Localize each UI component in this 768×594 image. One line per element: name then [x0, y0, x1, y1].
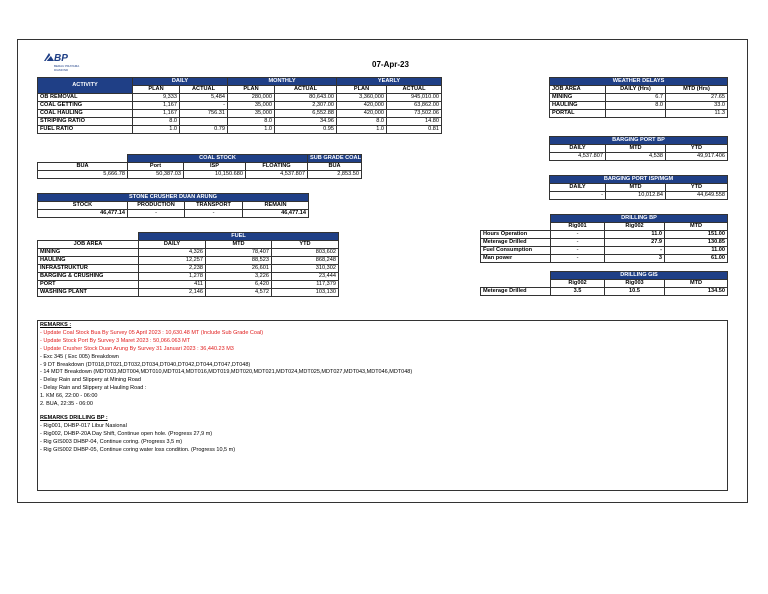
col-header: ISP	[184, 163, 246, 171]
col-header: STOCK	[38, 202, 128, 210]
remark-line: - Update Crusher Stock Duan Arung By Survey 31 Januari 2023 : 36,440.23 M3	[40, 345, 234, 352]
stone-crusher-header: STONE CRUSHER DUAN ARUNG	[38, 194, 309, 202]
col-header: DAILY (Hrs)	[606, 86, 666, 94]
remarks-box	[37, 320, 728, 491]
table-row	[38, 126, 442, 134]
cell: 151.00	[665, 231, 728, 239]
remark-line: - 14 MDT Breakdown (MDT003,MDT004,MDT010,MDT014,MDT016,MDT019,MDT020,MDT021,MDT024,MDT025,MDT027,MDT043,MDT046,MDT048)	[40, 369, 413, 376]
fuel-header: FUEL	[139, 233, 339, 241]
cell: 9,333	[133, 94, 180, 102]
cell: 3	[605, 255, 665, 263]
cell: 63,862.00	[387, 102, 442, 110]
barging-isp-header: BARGING PORT ISP/MGM	[550, 176, 728, 184]
logo-text: BP	[54, 53, 68, 64]
col-header: BUA	[38, 163, 128, 171]
cell: -	[605, 247, 665, 255]
cell: 945,010.00	[387, 94, 442, 102]
col-header: JOB AREA	[38, 241, 139, 249]
cell: 26,601	[206, 265, 272, 273]
activity-header: ACTIVITY	[38, 78, 133, 94]
cell: 8.0	[337, 118, 387, 126]
col-header: PRODUCTION	[128, 202, 185, 210]
table-row	[38, 249, 339, 257]
col-header: MTD	[665, 223, 728, 231]
cell: 0.81	[387, 126, 442, 134]
col-header: REMAIN	[243, 202, 309, 210]
cell: 420,000	[337, 110, 387, 118]
remarks-update-lines	[40, 330, 725, 354]
cell: 4,537.807	[550, 153, 606, 161]
cell: 280,000	[228, 94, 275, 102]
row-label: BARGING & CRUSHING	[38, 273, 139, 281]
row-label: MINING	[550, 94, 606, 102]
cell: 10.5	[605, 288, 665, 296]
cell: 73,502.06	[387, 110, 442, 118]
cell: 310,302	[272, 265, 339, 273]
cell: 1.0	[228, 126, 275, 134]
sub-header: PLAN	[133, 86, 180, 94]
cell: 27.9	[605, 239, 665, 247]
cell: 1.0	[133, 126, 180, 134]
group-header: YEARLY	[337, 78, 442, 86]
cell: 2,146	[139, 289, 206, 297]
col-header: MTD	[665, 280, 728, 288]
cell: 2,853.50	[308, 171, 362, 179]
col-header: Port	[128, 163, 184, 171]
cell: 23,444	[272, 273, 339, 281]
remark-line: - Exc 345 ( Exc 005) Breakdown	[40, 353, 119, 360]
cell: 8.0	[228, 118, 275, 126]
cell: 61.00	[665, 255, 728, 263]
row-label: INFRASTRUKTUR	[38, 265, 139, 273]
cell: -	[551, 231, 605, 239]
group-header: MONTHLY	[228, 78, 337, 86]
coal-stock-table	[37, 154, 362, 179]
cell: 46,477.14	[38, 210, 128, 218]
drilling-bp-header: DRILLING BP	[551, 215, 728, 223]
col-header: BUA	[308, 163, 362, 171]
table-row	[38, 289, 339, 297]
row-label: Meterage Drilled	[481, 288, 551, 296]
weather-delays-table	[549, 77, 728, 118]
table-row	[38, 118, 442, 126]
cell: 11.3	[666, 110, 728, 118]
cell: 78,407	[206, 249, 272, 257]
cell: 11.0	[605, 231, 665, 239]
table-row	[550, 102, 728, 110]
table-row	[550, 110, 728, 118]
table-row	[38, 265, 339, 273]
cell: 803,602	[272, 249, 339, 257]
barging-bp-table	[549, 136, 728, 161]
row-label: Fuel Consumption	[481, 247, 551, 255]
cell: 4,538	[606, 153, 666, 161]
remarks-lines	[40, 354, 725, 409]
col-header: JOB AREA	[550, 86, 606, 94]
cell: 6,420	[206, 281, 272, 289]
row-label: Hours Operation	[481, 231, 551, 239]
col-header: DAILY	[550, 184, 606, 192]
col-header: MTD	[206, 241, 272, 249]
row-label: OB REMOVAL	[38, 94, 133, 102]
weather-header: WEATHER DELAYS	[550, 78, 728, 86]
remark-line: 1. KM 66, 22:00 - 06:00	[40, 393, 98, 400]
sub-header: ACTUAL	[275, 86, 337, 94]
cell: 3,226	[206, 273, 272, 281]
col-header: MTD	[606, 145, 666, 153]
cell: 3,360,000	[337, 94, 387, 102]
row-label: HAULING	[550, 102, 606, 110]
cell: 44,649.558	[666, 192, 728, 200]
col-header: YTD	[272, 241, 339, 249]
col-header: MTD (Hrs)	[666, 86, 728, 94]
table-row	[38, 94, 442, 102]
remark-line: - Rig GIS003 DHBP-04, Continue coring. (Progress 3,5 m)	[40, 438, 183, 445]
cell: 4,326	[139, 249, 206, 257]
table-row	[481, 255, 728, 263]
cell: 1,278	[139, 273, 206, 281]
row-label: PORTAL	[550, 110, 606, 118]
table-row	[38, 110, 442, 118]
row-label: Man power	[481, 255, 551, 263]
remark-line: - Rig GIS002 DHBP-05, Continue coring water loss condition. (Progress 10,5 m)	[40, 446, 236, 453]
remarks-drilling-title: REMARKS DRILLING BP :	[40, 414, 108, 421]
cell: 80,643.00	[275, 94, 337, 102]
row-label: STRIPING RATIO	[38, 118, 133, 126]
cell: 420,000	[337, 102, 387, 110]
table-row	[38, 257, 339, 265]
cell: 134.50	[665, 288, 728, 296]
cell: 756.31	[180, 110, 228, 118]
cell: -	[551, 247, 605, 255]
row-label: Meterage Drilled	[481, 239, 551, 247]
sub-grade-header: SUB GRADE COAL	[308, 155, 362, 163]
cell: 4,572	[206, 289, 272, 297]
barging-bp-header: BARGING PORT BP	[550, 137, 728, 145]
report-sheet	[17, 39, 748, 503]
cell: -	[550, 192, 606, 200]
cell: 46,477.14	[243, 210, 309, 218]
col-header: Rig002	[551, 280, 605, 288]
fuel-table	[37, 232, 339, 297]
cell: 130.85	[665, 239, 728, 247]
cell: -	[551, 239, 605, 247]
col-header: YTD	[666, 184, 728, 192]
cell: -	[551, 255, 605, 263]
coal-stock-header: COAL STOCK	[128, 155, 308, 163]
production-table	[37, 77, 442, 134]
cell: 868,248	[272, 257, 339, 265]
row-label: WASHING PLANT	[38, 289, 139, 297]
cell	[180, 118, 228, 126]
cell: 6.7	[606, 94, 666, 102]
row-label: PORT	[38, 281, 139, 289]
cell: 49,917.406	[666, 153, 728, 161]
cell: 33.0	[666, 102, 728, 110]
sub-header: PLAN	[228, 86, 275, 94]
cell: 5,484	[180, 94, 228, 102]
row-label: MINING	[38, 249, 139, 257]
cell: 88,523	[206, 257, 272, 265]
stone-crusher-table	[37, 193, 309, 218]
remarks-title: REMARKS :	[40, 322, 72, 328]
cell: 2,307.00	[275, 102, 337, 110]
cell: 12,257	[139, 257, 206, 265]
cell: 1,167	[133, 110, 180, 118]
company-logo	[43, 52, 83, 72]
remark-line: - Delay Rain and Slippery at Hauling Road :	[40, 385, 147, 392]
barging-isp-table	[549, 175, 728, 200]
row-label: FUEL RATIO	[38, 126, 133, 134]
sub-header: PLAN	[337, 86, 387, 94]
row-label: HAULING	[38, 257, 139, 265]
sub-header: ACTUAL	[180, 86, 228, 94]
col-header: MTD	[606, 184, 666, 192]
table-row	[38, 102, 442, 110]
col-header: TRANSPORT	[185, 202, 243, 210]
row-label: COAL HAULING	[38, 110, 133, 118]
table-row	[481, 247, 728, 255]
cell: 4,537.807	[246, 171, 308, 179]
table-row	[481, 239, 728, 247]
col-header: DAILY	[139, 241, 206, 249]
report-date: 07-Apr-23	[372, 60, 409, 69]
cell: 50,387.03	[128, 171, 184, 179]
cell: 411	[139, 281, 206, 289]
drilling-bp-table	[480, 214, 728, 263]
col-header: YTD	[666, 145, 728, 153]
table-row	[481, 288, 728, 296]
cell: 35,000	[228, 102, 275, 110]
cell: 10,150.680	[184, 171, 246, 179]
cell: 8.0	[133, 118, 180, 126]
cell: 0.95	[275, 126, 337, 134]
cell: 14.80	[387, 118, 442, 126]
remark-line: - Rig002, DHBP-20A Day Shift, Continue open hole. (Progress 27,9 m)	[40, 430, 213, 437]
drilling-gis-table	[480, 271, 728, 296]
group-header: DAILY	[133, 78, 228, 86]
cell: 11.00	[665, 247, 728, 255]
cell: 8.0	[606, 102, 666, 110]
sub-header: ACTUAL	[387, 86, 442, 94]
col-header: FLOATING	[246, 163, 308, 171]
cell: 5,666.78	[38, 171, 128, 179]
cell: -	[128, 210, 185, 218]
table-row	[38, 273, 339, 281]
logo-subtext: BERAU PRATAMA DIAMOND	[54, 64, 80, 72]
cell: 27.65	[666, 94, 728, 102]
cell: 34.96	[275, 118, 337, 126]
remark-line: - Update Stock Port By Survey 3 Maret 2023 : 50,066.063 MT	[40, 337, 191, 344]
cell: 103,130	[272, 289, 339, 297]
col-header: Rig002	[605, 223, 665, 231]
cell: 0.79	[180, 126, 228, 134]
table-row	[481, 231, 728, 239]
col-header: Rig001	[551, 223, 605, 231]
cell: 35,000	[228, 110, 275, 118]
remarks-drilling-lines	[40, 423, 725, 455]
remark-line: - Delay Rain and Slippery at Mining Road	[40, 377, 141, 384]
remark-line: 2. BUA, 22:35 - 06:00	[40, 401, 93, 408]
cell: -	[185, 210, 243, 218]
cell: 6,552.88	[275, 110, 337, 118]
table-row	[550, 94, 728, 102]
cell: 10,012.84	[606, 192, 666, 200]
drilling-gis-header: DRILLING GIS	[551, 272, 728, 280]
table-row	[38, 281, 339, 289]
cell: 3.5	[551, 288, 605, 296]
cell: -	[180, 102, 228, 110]
remark-line: - Rig001, DHBP-017 Libur Nasional	[40, 422, 127, 429]
col-header: Rig003	[605, 280, 665, 288]
cell: 1,167	[133, 102, 180, 110]
row-label: COAL GETTING	[38, 102, 133, 110]
cell: 117,379	[272, 281, 339, 289]
cell	[606, 110, 666, 118]
cell: 1.0	[337, 126, 387, 134]
cell: 2,238	[139, 265, 206, 273]
remark-line: - 9 DT Breakdown (DT018,DT021,DT032,DT034,DT040,DT042,DT044,DT047,DT048)	[40, 361, 251, 368]
remark-line: - Update Coal Stock Bua By Survey 05 April 2023 : 10,630.48 MT (Include Sub Grade Coal)	[40, 329, 264, 336]
col-header: DAILY	[550, 145, 606, 153]
